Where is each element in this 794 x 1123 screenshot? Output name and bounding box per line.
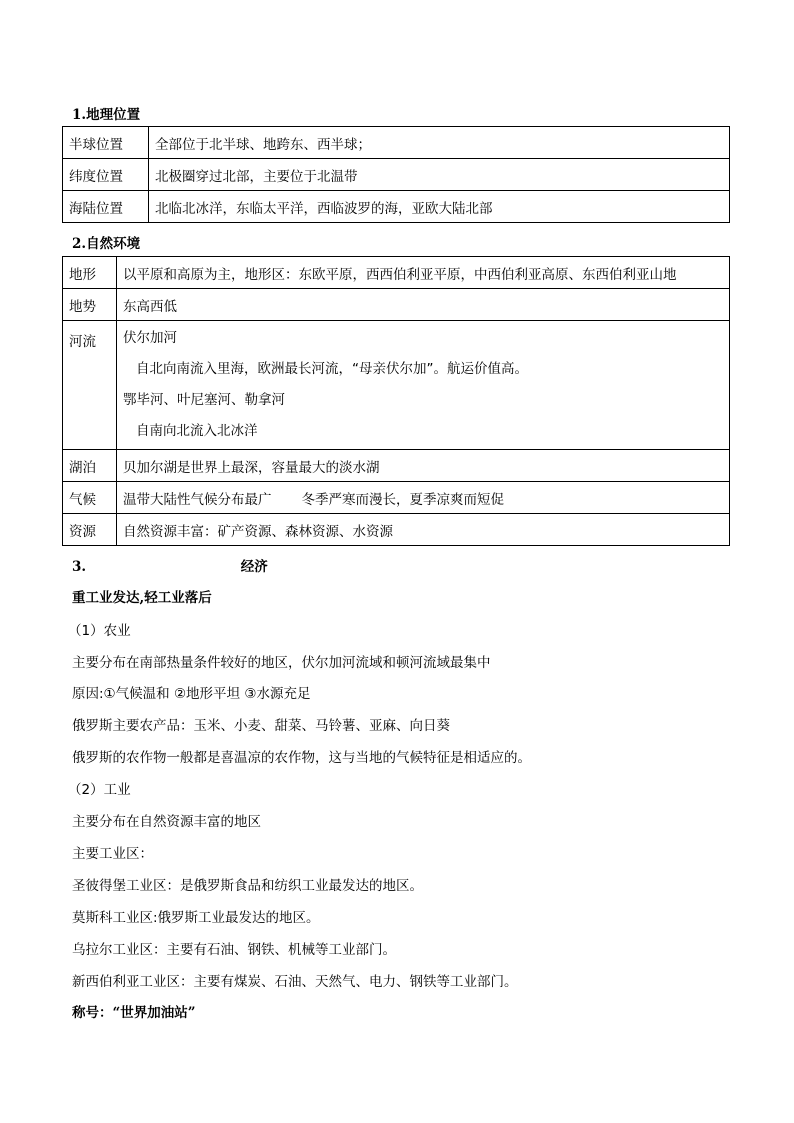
agriculture-note: 俄罗斯的农作物一般都是喜温凉的农作物，这与当地的气候特征是相适应的。 bbox=[72, 750, 531, 766]
table-row bbox=[63, 450, 730, 482]
row-label: 地势 bbox=[63, 289, 117, 321]
section3-title: 经济 bbox=[240, 559, 268, 575]
row-label: 海陆位置 bbox=[63, 191, 149, 223]
agriculture-products: 俄罗斯主要农产品：玉米、小麦、甜菜、马铃薯、亚麻、向日葵 bbox=[72, 718, 450, 734]
climate-feature: 冬季严寒而漫长，夏季凉爽而短促 bbox=[301, 491, 504, 508]
economy-summary: 重工业发达,轻工业落后 bbox=[72, 590, 212, 606]
industry-zones-label: 主要工业区： bbox=[72, 846, 153, 862]
river-description: 自北向南流入里海，欧洲最长河流，“母亲伏尔加”。航运价值高。 bbox=[136, 361, 528, 377]
river-names: 鄂毕河、叶尼塞河、勒拿河 bbox=[123, 392, 285, 408]
row-value: 全部位于北半球、地跨东、西半球； bbox=[149, 127, 730, 159]
row-value: 北临北冰洋，东临太平洋，西临波罗的海，亚欧大陆北部 bbox=[149, 191, 730, 223]
table-row bbox=[63, 257, 730, 289]
climate-cell bbox=[117, 482, 730, 514]
industry-distribution: 主要分布在自然资源丰富的地区 bbox=[72, 814, 261, 830]
river-name: 伏尔加河 bbox=[123, 330, 177, 346]
environment-table bbox=[62, 256, 730, 546]
row-value: 贝加尔湖是世界上最深，容量最大的淡水湖 bbox=[117, 450, 730, 482]
russia-nickname: 称号：“世界加油站” bbox=[72, 1005, 196, 1021]
row-value: 东高西低 bbox=[117, 289, 730, 321]
climate-type: 温带大陆性气候分布最广 bbox=[123, 491, 272, 508]
table-row bbox=[63, 289, 730, 321]
location-table bbox=[62, 126, 730, 223]
section1-heading: 1.地理位置 bbox=[72, 107, 141, 123]
table-row bbox=[63, 127, 730, 159]
industry-zone: 圣彼得堡工业区：是俄罗斯食品和纺织工业最发达的地区。 bbox=[72, 878, 423, 894]
row-value: 以平原和高原为主，地形区：东欧平原，西西伯利亚平原，中西伯利亚高原、东西伯利亚山地 bbox=[117, 257, 730, 289]
row-label: 气候 bbox=[63, 482, 117, 514]
industry-zone: 莫斯科工业区:俄罗斯工业最发达的地区。 bbox=[72, 910, 320, 926]
table-row bbox=[63, 191, 730, 223]
table-row bbox=[63, 514, 730, 546]
river-cell bbox=[117, 321, 730, 450]
table-row bbox=[63, 321, 730, 450]
section3-number: 3. bbox=[72, 559, 87, 575]
industry-zone: 新西伯利亚工业区：主要有煤炭、石油、天然气、电力、钢铁等工业部门。 bbox=[72, 974, 518, 990]
row-label: 湖泊 bbox=[63, 450, 117, 482]
agriculture-heading: （1）农业 bbox=[68, 623, 131, 639]
row-label: 半球位置 bbox=[63, 127, 149, 159]
section2-heading: 2.自然环境 bbox=[72, 236, 141, 252]
row-value: 北极圈穿过北部，主要位于北温带 bbox=[149, 159, 730, 191]
row-label: 河流 bbox=[63, 321, 117, 450]
row-label: 纬度位置 bbox=[63, 159, 149, 191]
section3-heading bbox=[72, 555, 268, 575]
row-label: 地形 bbox=[63, 257, 117, 289]
industry-heading: （2）工业 bbox=[68, 782, 131, 798]
row-label: 资源 bbox=[63, 514, 117, 546]
industry-zone: 乌拉尔工业区：主要有石油、钢铁、机械等工业部门。 bbox=[72, 942, 396, 958]
river-direction: 自南向北流入北冰洋 bbox=[136, 423, 258, 439]
row-value: 自然资源丰富：矿产资源、森林资源、水资源 bbox=[117, 514, 730, 546]
agriculture-reasons: 原因:①气候温和 ②地形平坦 ③水源充足 bbox=[72, 686, 311, 702]
agriculture-distribution: 主要分布在南部热量条件较好的地区，伏尔加河流域和顿河流域最集中 bbox=[72, 655, 491, 671]
table-row bbox=[63, 159, 730, 191]
table-row bbox=[63, 482, 730, 514]
